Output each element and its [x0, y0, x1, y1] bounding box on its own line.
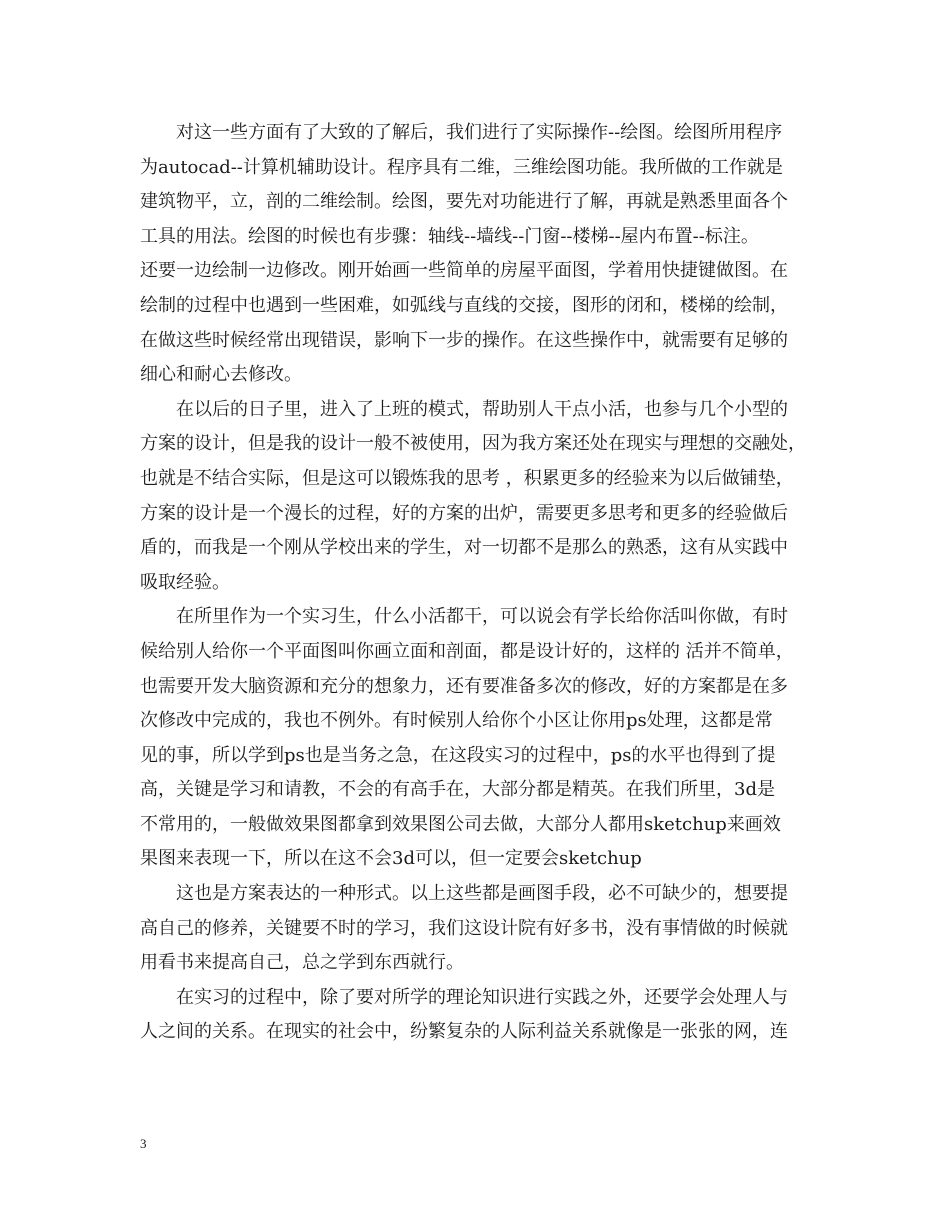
- text-line: 高，关键是学习和请教，不会的有高手在，大部分都是精英。在我们所里，3d是: [140, 779, 775, 801]
- page-number: 3: [140, 1136, 147, 1151]
- text-line: 细心和耐心去修改。: [140, 364, 302, 386]
- text-line: 盾的，而我是一个刚从学校出来的学生，对一切都不是那么的熟悉，这有从实践中: [140, 537, 788, 559]
- paragraph-2: [140, 393, 830, 601]
- text-line: 果图来表现一下，所以在这不会3d可以，但一定要会sketchup: [140, 848, 642, 870]
- body-text: [140, 116, 830, 1050]
- text-line: 为autocad--计算机辅助设计。程序具有二维，三维绘图功能。我所做的工作就是: [140, 156, 783, 178]
- text-line: 候给别人给你一个平面图叫你画立面和剖面，都是设计好的，这样的 活并不简单，: [140, 640, 794, 662]
- text-line: 在做这些时候经常出现错误，影响下一步的操作。在这些操作中，就需要有足够的: [140, 329, 788, 351]
- text-line: 方案的设计，但是我的设计一般不被使用，因为我方案还处在现实与理想的交融处，: [140, 433, 806, 455]
- text-line: 对这一些方面有了大致的了解后，我们进行了实际操作--绘图。绘图所用程序: [176, 122, 783, 143]
- paragraph-4: [140, 877, 830, 981]
- paragraph-1: [140, 116, 830, 393]
- text-line: 还要一边绘制一边修改。刚开始画一些简单的房屋平面图，学着用快捷键做图。在: [140, 260, 788, 282]
- text-line: 绘制的过程中也遇到一些困难，如弧线与直线的交接，图形的闭和，楼梯的绘制，: [140, 294, 788, 316]
- text-line: 不常用的，一般做效果图都拿到效果图公司去做，大部分人都用sketchup来画效: [140, 813, 781, 835]
- text-line: 用看书来提高自己，总之学到东西就行。: [140, 952, 464, 974]
- text-line: 人之间的关系。在现实的社会中，纷繁复杂的人际利益关系就像是一张张的网，连: [140, 1021, 788, 1043]
- text-line: 在以后的日子里，进入了上班的模式，帮助别人干点小活，也参与几个小型的: [176, 398, 788, 420]
- text-line: 次修改中完成的，我也不例外。有时候别人给你个小区让你用ps处理，这都是常: [140, 710, 773, 732]
- text-line: 也就是不结合实际，但是这可以锻炼我的思考 ，积累更多的经验来为以后做铺垫，: [140, 467, 794, 489]
- text-line: 吸取经验。: [140, 571, 230, 593]
- paragraph-3: [140, 600, 830, 877]
- paragraph-5: [140, 981, 830, 1050]
- text-line: 工具的用法。绘图的时候也有步骤：轴线--墙线--门窗--楼梯--屋内布置--标注。: [140, 225, 759, 247]
- text-line: 在实习的过程中，除了要对所学的理论知识进行实践之外，还要学会处理人与: [176, 986, 788, 1008]
- text-line: 高自己的修养，关键要不时的学习，我们这设计院有好多书，没有事情做的时候就: [140, 917, 788, 939]
- text-line: 这也是方案表达的一种形式。以上这些都是画图手段，必不可缺少的，想要提: [176, 883, 788, 905]
- text-line: 方案的设计是一个漫长的过程，好的方案的出炉，需要更多思考和更多的经验做后: [140, 502, 788, 524]
- text-line: 也需要开发大脑资源和充分的想象力，还有要准备多次的修改，好的方案都是在多: [140, 675, 788, 697]
- text-line: 在所里作为一个实习生，什么小活都干，可以说会有学长给你活叫你做，有时: [176, 606, 788, 628]
- text-line: 见的事，所以学到ps也是当务之急，在这段实习的过程中，ps的水平也得到了提: [140, 744, 776, 766]
- text-line: 建筑物平，立，剖的二维绘制。绘图，要先对功能进行了解，再就是熟悉里面各个: [140, 191, 788, 213]
